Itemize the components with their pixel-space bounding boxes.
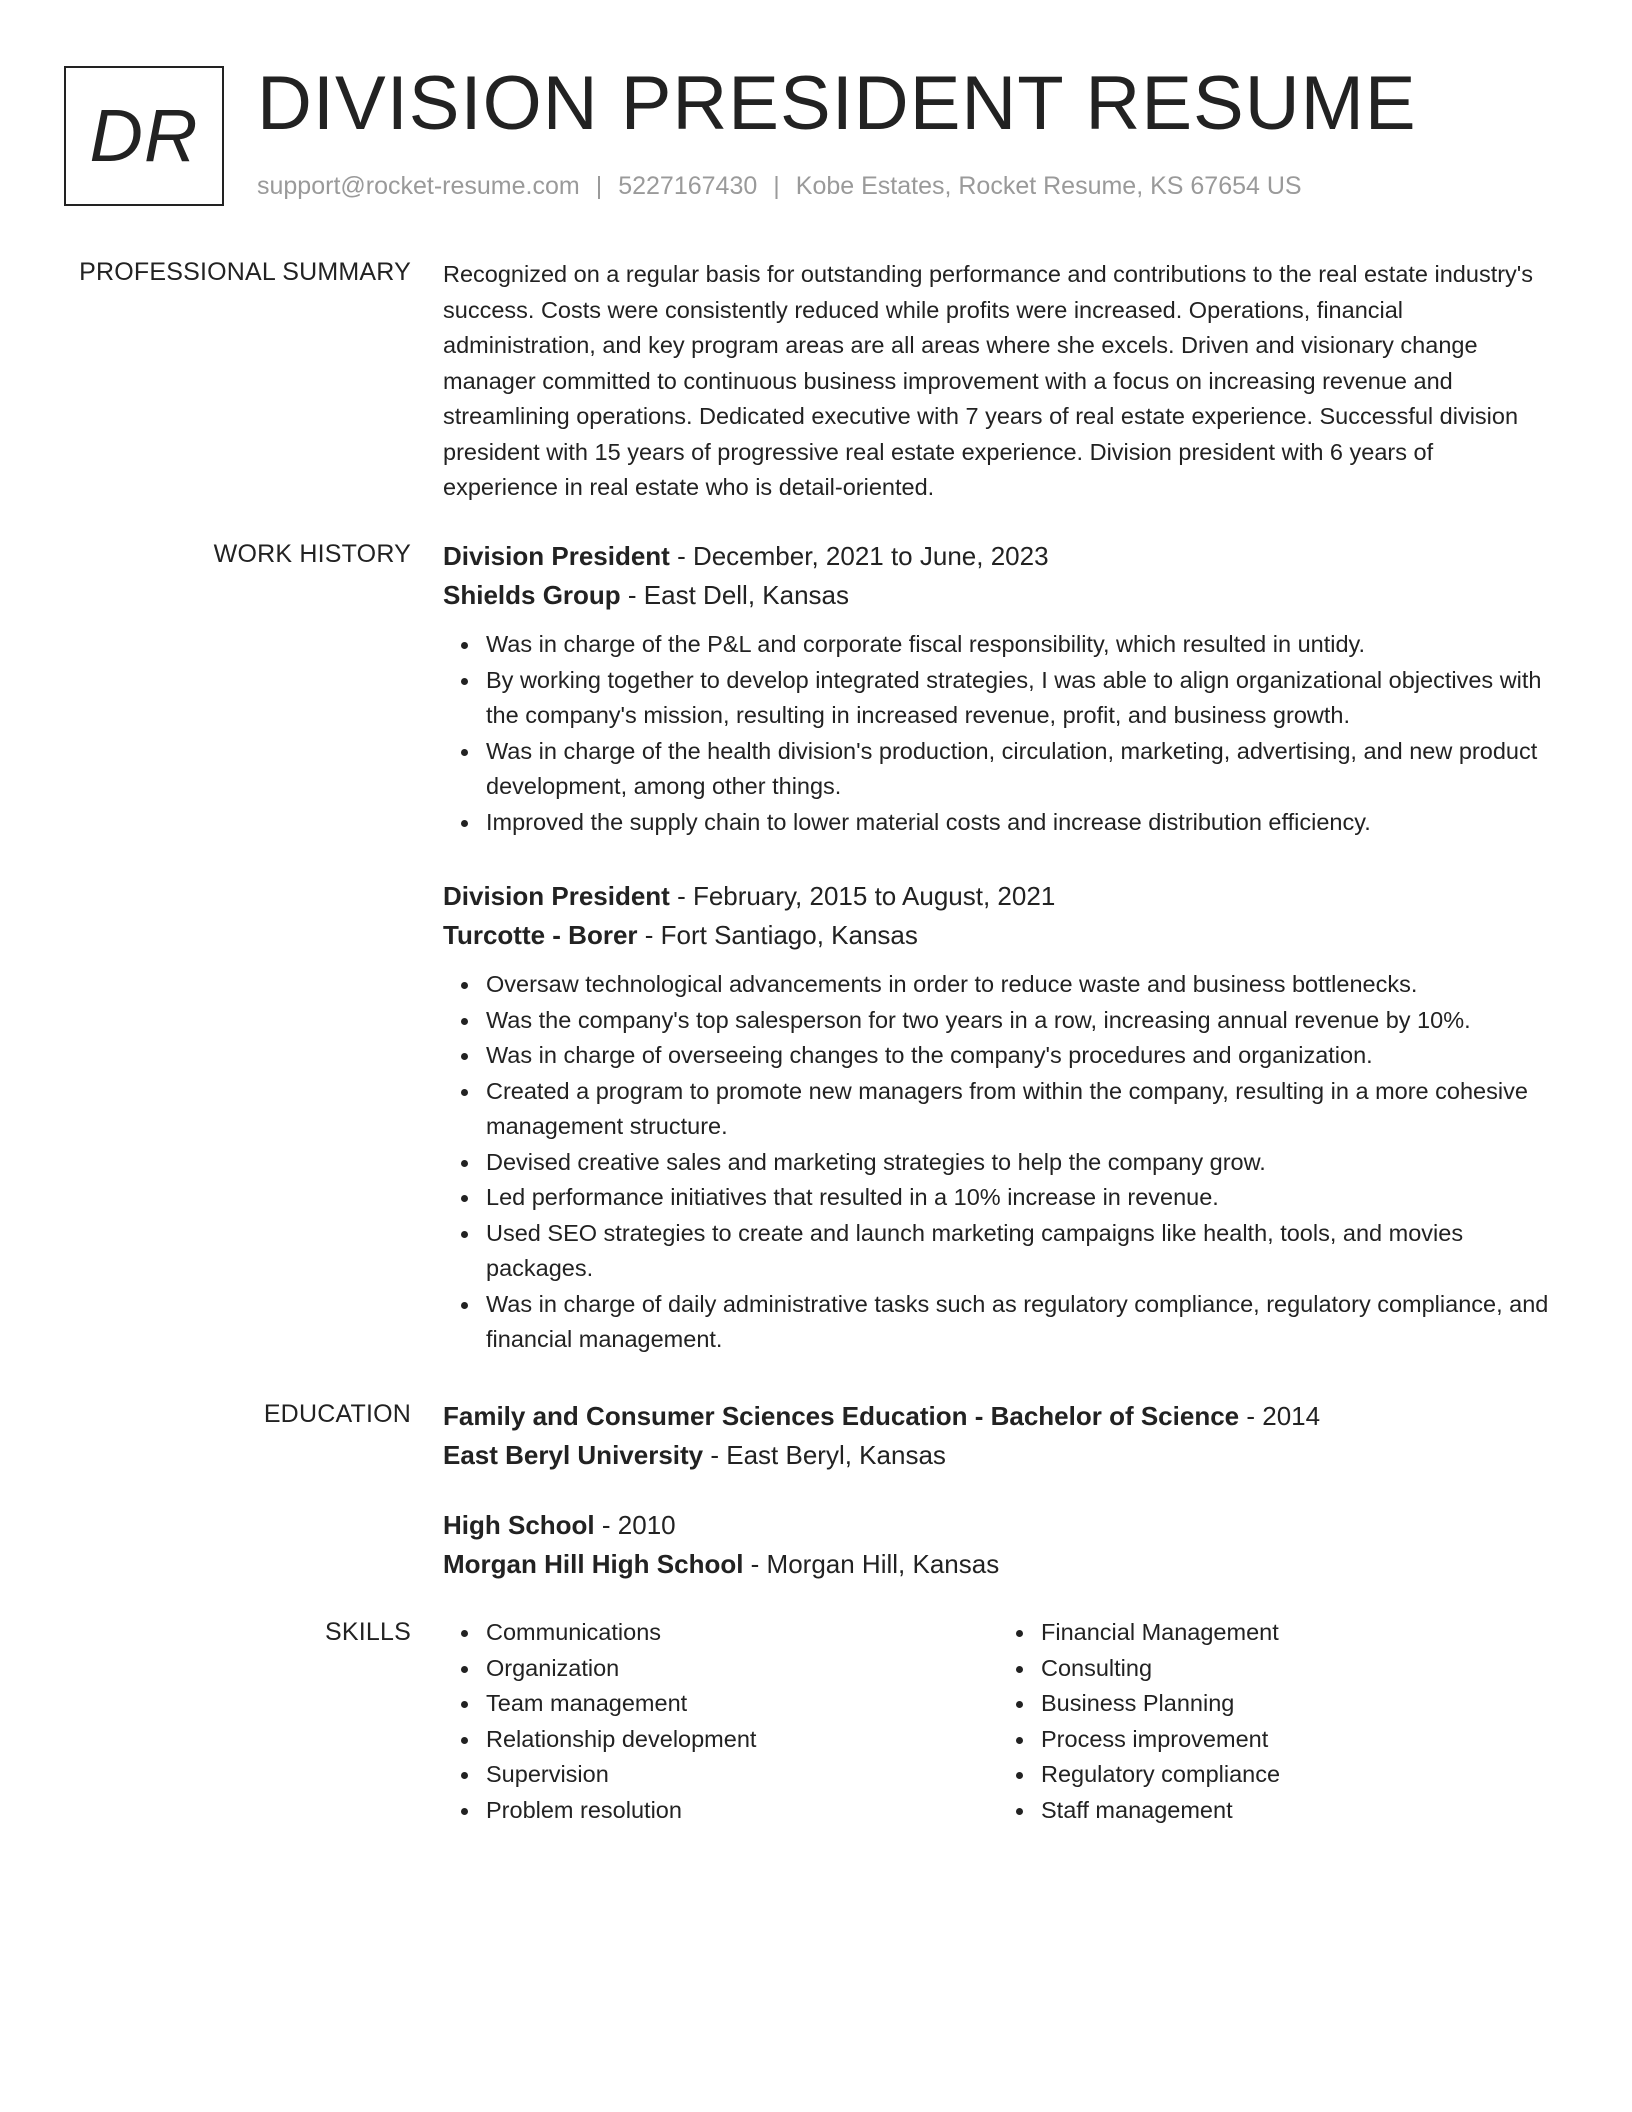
skill-item: Staff management (1041, 1793, 1553, 1829)
graduation-year: - 2014 (1239, 1401, 1321, 1431)
skills-grid (443, 1615, 1553, 1828)
graduation-year: - 2010 (594, 1510, 676, 1540)
degree-line (443, 1397, 1553, 1436)
job-bullet: Was the company's top salesperson for two years in a row, increasing annual revenue by 10%. (486, 1003, 1553, 1039)
monogram-initials: DR (89, 94, 199, 177)
summary-text: Recognized on a regular basis for outstanding performance and contributions to the real estate industry's success. Costs were consistently reduced while profits were increased. Operations, financial administration, and key program areas are all areas where she excels. Driven and visionary change manager committed to continuous business improvement with a focus on increasing revenue and streamlining operations. Dedicated executive with 7 years of real estate experience. Successful division president with 15 years of progressive real estate experience. Division president with 6 years of experience in real estate who is detail-oriented. (443, 261, 1534, 500)
skills-column-left (443, 1615, 998, 1828)
summary-section (443, 257, 1553, 506)
section-label-work-history: WORK HISTORY (213, 540, 411, 568)
job-bullet: Created a program to promote new managers from within the company, resulting in a more cohesive management structure. (486, 1074, 1553, 1145)
skill-item: Team management (486, 1686, 998, 1722)
job-bullets (443, 967, 1553, 1358)
contact-line (257, 172, 1302, 201)
skill-item: Consulting (1041, 1651, 1553, 1687)
work-entry (443, 877, 1553, 1358)
job-bullet: Oversaw technological advancements in order to reduce waste and business bottlenecks. (486, 967, 1553, 1003)
job-bullets (443, 627, 1553, 840)
contact-email: support@rocket-resume.com (257, 172, 580, 200)
job-bullet: Was in charge of overseeing changes to the company's procedures and organization. (486, 1038, 1553, 1074)
job-bullet: Was in charge of the P&L and corporate fiscal responsibility, which resulted in untidy. (486, 627, 1553, 663)
job-company: Turcotte - Borer (443, 920, 638, 950)
skill-item: Process improvement (1041, 1722, 1553, 1758)
job-title-line (443, 537, 1553, 576)
skill-item: Communications (486, 1615, 998, 1651)
job-bullet: Devised creative sales and marketing strategies to help the company grow. (486, 1145, 1553, 1181)
school-name: Morgan Hill High School (443, 1549, 744, 1579)
degree: High School (443, 1510, 595, 1540)
school-name: East Beryl University (443, 1440, 704, 1470)
work-entry (443, 537, 1553, 840)
job-company-line (443, 916, 1553, 955)
skills-section (443, 1615, 1553, 1828)
contact-separator: | (595, 172, 603, 200)
contact-separator: | (773, 172, 780, 200)
job-bullet: Was in charge of the health division's production, circulation, marketing, advertising, and new product development, among other things. (486, 734, 1553, 805)
resume-title: DIVISION PRESIDENT RESUME (257, 61, 1417, 146)
job-bullet: Improved the supply chain to lower material costs and increase distribution efficiency. (486, 805, 1553, 841)
job-location: - East Dell, Kansas (620, 580, 849, 610)
job-title: Division President (443, 541, 670, 571)
contact-phone: 5227167430 (618, 172, 758, 200)
school-location: - Morgan Hill, Kansas (743, 1549, 1000, 1579)
monogram-box (64, 66, 224, 206)
education-entry (443, 1506, 1553, 1584)
contact-address: Kobe Estates, Rocket Resume, KS 67654 US (795, 172, 1302, 200)
section-label-summary: PROFESSIONAL SUMMARY (79, 258, 411, 286)
job-location: - Fort Santiago, Kansas (637, 920, 918, 950)
skills-column-right (998, 1615, 1553, 1828)
job-title: Division President (443, 881, 670, 911)
job-bullet: Used SEO strategies to create and launch marketing campaigns like health, tools, and movies packages. (486, 1216, 1553, 1287)
job-title-line (443, 877, 1553, 916)
skill-item: Regulatory compliance (1041, 1757, 1553, 1793)
skill-item: Organization (486, 1651, 998, 1687)
degree-line (443, 1506, 1553, 1545)
section-label-education: EDUCATION (263, 1400, 411, 1428)
school-line (443, 1545, 1553, 1584)
skill-item: Supervision (486, 1757, 998, 1793)
education-entry (443, 1397, 1553, 1475)
skill-item: Relationship development (486, 1722, 998, 1758)
skill-item: Problem resolution (486, 1793, 998, 1829)
job-dates: - February, 2015 to August, 2021 (669, 881, 1056, 911)
job-company: Shields Group (443, 580, 621, 610)
skill-item: Financial Management (1041, 1615, 1553, 1651)
job-bullet: Led performance initiatives that resulted in a 10% increase in revenue. (486, 1180, 1553, 1216)
school-line (443, 1436, 1553, 1475)
job-bullet: By working together to develop integrated strategies, I was able to align organizational objectives with the company's mission, resulting in increased revenue, profit, and business growth. (486, 663, 1553, 734)
job-dates: - December, 2021 to June, 2023 (669, 541, 1049, 571)
degree: Family and Consumer Sciences Education - Bachelor of Science (443, 1401, 1240, 1431)
job-company-line (443, 576, 1553, 615)
job-bullet: Was in charge of daily administrative tasks such as regulatory compliance, regulatory compliance, and financial management. (486, 1287, 1553, 1358)
section-label-skills: SKILLS (325, 1618, 411, 1646)
skill-item: Business Planning (1041, 1686, 1553, 1722)
school-location: - East Beryl, Kansas (703, 1440, 946, 1470)
